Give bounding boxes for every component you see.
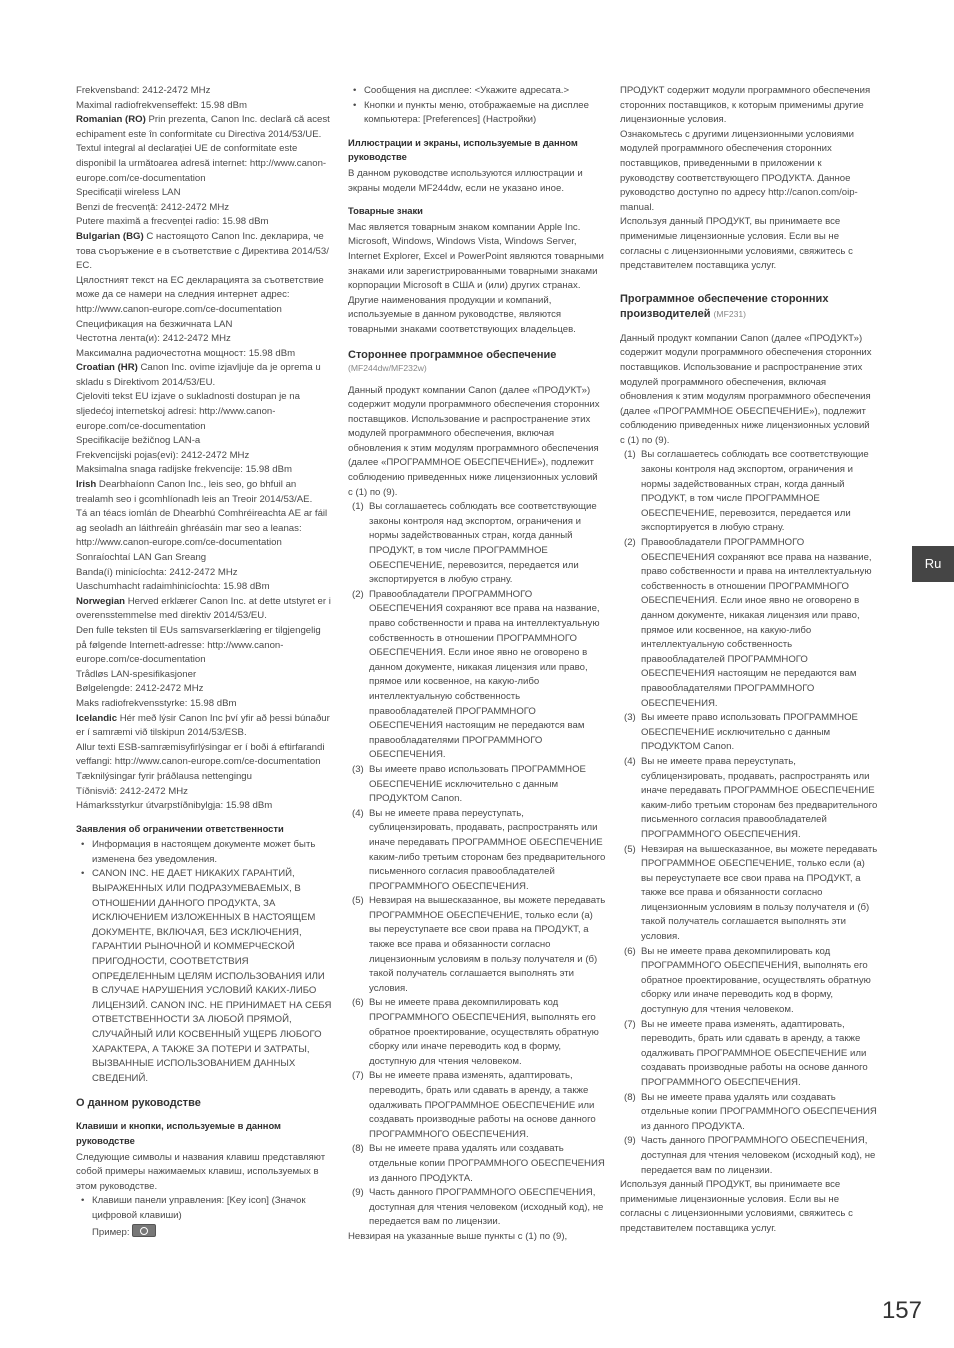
column-right: [620, 84, 878, 1237]
text-line: Putere maximă a frecvenței radio: 15.98 dBm: [76, 216, 269, 228]
text-line: Frekvensband: 2412-2472 MHz: [76, 85, 211, 96]
paragraph-text: Цялостният текст на ЕС декларацията за съответствие може да се намери на следния интернет адрес: http://www.canon-europe.com/ce-documentation: [76, 274, 324, 315]
list-item: • Сообщения на дисплее: <Укажите адресата.>: [348, 84, 606, 99]
paragraph-text: Используя данный ПРОДУКТ, вы принимаете все применимые лицензионные условия. Если вы не согласны с лицензионными условиями, свяжитесь с представителем поставщика услуг.: [620, 1179, 853, 1234]
list-item: (2) Правообладатели ПРОГРАММНОГО ОБЕСПЕЧЕНИЯ сохраняют все права на название, право собственности и права на интеллектуальную собственность в отношении ПРОГРАММНОГО ОБЕСПЕЧЕНИЯ. Если иное явно не оговорено в данном документе, никакая лицензия или право, прямое или косвенное, на какую-либо интеллектуальную собственность правообладателей ПРОГРАММНОГО ОБЕСПЕЧЕНИЯ настоящим не передаются вам правообладателями ПРОГРАММНОГО ОБЕСПЕЧЕНИЯ.: [624, 537, 872, 709]
lang-label: Irish: [76, 479, 97, 491]
heading-text: Стороннее программное обеспечение: [348, 348, 557, 361]
paragraph-norwegian: [76, 595, 332, 624]
list-item: • Информация в настоящем документе может быть изменена без уведомления.: [76, 838, 332, 867]
subheading-keys: Клавиши и кнопки, используемые в данном руководстве: [76, 1120, 281, 1146]
list-item: (1) Вы соглашаетесь соблюдать все соответствующие законы контроля над экспортом, ограничения и нормы задействованных стран, когда данный ПРОДУКТ, в том числе ПРОГРАММНОЕ ОБЕСПЕЧЕНИЕ, перевозится, передается или экспортируется в любую страну.: [352, 501, 597, 586]
paragraph-text: Herved erklærer Canon Inc. at dette utstyret er i overensstemmelse med direktiv 2014/53/EU.: [76, 595, 331, 622]
paragraph-text: Данный продукт компании Canon (далее «ПРОДУКТ») содержит модули программного обеспечения сторонних поставщиков. Использование и распространение этих модулей программного обеспечения, включая обновления к этим модулям программного обеспечения (далее «ПРОГРАММНОЕ ОБЕСПЕЧЕНИЕ»), подлежит соблюдению приведенных ниже лицензионных условий: [348, 384, 600, 484]
text-line: Hámarksstyrkur útvarpstíðnibylgja: 15.98 dBm: [76, 800, 273, 812]
text-line: Максимална радиочестотна мощност: 15.98 dBm: [76, 347, 296, 359]
paragraph-text: Tá an téacs iomlán de Dhearbhú Comhréireachta AE ar fáil ag seoladh an láithreáin ghréasáin mar seo a leanas: http://www.canon-europe.com/ce-documentation: [76, 508, 328, 549]
paragraph-text: Ознакомьтесь с другими лицензионными условиями модулей программного обеспечения сторонних поставщиков, приведенными в приложении к руководству соответствующего ПРОДУКТА. Данное руководство доступно по адресу http://canon.com/oip-manual.: [620, 128, 858, 213]
list-item: • Кнопки и пункты меню, отображаемые на дисплее компьютера: [Preferences] (Настройки): [348, 99, 606, 128]
paragraph-text: Allur texti ESB-samræmisyfirlýsingar er í boði á eftirfarandi veffangi: http://www.canon-europe.com/ce-documentation: [76, 741, 325, 768]
list-item: (5) Невзирая на вышесказанное, вы можете передавать ПРОГРАММНОЕ ОБЕСПЕЧЕНИЕ, только если (а) вы переуступаете все свои права на ПРОДУКТ, а также все права и обязанности согласно лицензионным условиям в пользу получателя и (б) такой получатель соглашается выполнять эти условия.: [352, 895, 606, 994]
paragraph-text: В данном руководстве используются иллюстрации и экраны модели MF244dw, если не указано иное.: [348, 167, 583, 194]
paragraph-text: Dearbhaíonn Canon Inc., leis seo, go bhfuil an trealamh seo i gcomhlíonadh leis an Treoir 2014/53/AE.: [76, 479, 313, 505]
list-item: (4) Вы не имеете права переуступать, сублицензировать, продавать, распространять или иначе передавать ПРОГРАММНОЕ ОБЕСПЕЧЕНИЕ каким-либо третьим сторонам без предварительного письменного согласия правообладателей ПРОГРАММНОГО ОБЕСПЕЧЕНИЯ.: [624, 755, 878, 840]
text-line: Maksimalna snaga radijske frekvencije: 15.98 dBm: [76, 464, 292, 476]
text-line: Specificații wireless LAN: [76, 187, 181, 199]
subheading-trademarks: Товарные знаки: [348, 205, 423, 217]
keys-list: [76, 1194, 332, 1240]
list-item: (6) Вы не имеете права декомпилировать код ПРОГРАММНОГО ОБЕСПЕЧЕНИЯ, выполнять его обратное проектирование, осуществлять обратную сборку или иначе переводить код в форму, доступную для чтения человеком.: [624, 945, 871, 1016]
paragraph-text: Microsoft, Windows, Windows Vista, Windows Server, Internet Explorer, Excel и PowerPoint являются товарными знаками или зарегистрированными товарными знаками корпорации Microsoft в США и (или) других странах.: [348, 236, 604, 292]
list-item: [76, 1194, 332, 1240]
text-line: Uaschumhacht radaimhinicíochta: 15.98 dBm: [76, 581, 270, 593]
list-item: (1) Вы соглашаетесь соблюдать все соответствующие законы контроля над экспортом, ограничения и нормы задействованных стран, когда данный ПРОДУКТ, в том числе ПРОГРАММНОЕ ОБЕСПЕЧЕНИЕ, перевозится, передается или экспортируется в любую страну.: [624, 449, 869, 534]
text-line: Честотна лента(и): 2412-2472 MHz: [76, 333, 231, 345]
license-terms-list: [348, 500, 606, 1230]
heading-text: Программное обеспечение сторонних производителей: [620, 292, 829, 320]
text-line: Sonraíochtaí LAN Gan Sreang: [76, 552, 207, 563]
disclaimer-list: [76, 838, 332, 1086]
text-line: Benzi de frecvență: 2412-2472 MHz: [76, 201, 230, 213]
list-item: (7) Вы не имеете права изменять, адаптировать, переводить, брать или сдавать в аренду, а также одалживать ПРОГРАММНОЕ ОБЕСПЕЧЕНИЕ или создавать производные работы на основе данного ПРОГРАММНОГО ОБЕСПЕЧЕНИЯ.: [624, 1018, 868, 1088]
list-item: (4) Вы не имеете права переуступать, сублицензировать, продавать, распространять или иначе передавать ПРОГРАММНОЕ ОБЕСПЕЧЕНИЕ каким-либо третьим сторонам без предварительного письменного согласия правообладателей ПРОГРАММНОГО ОБЕСПЕЧЕНИЯ.: [352, 807, 606, 892]
text-line: Tíðnisvið: 2412-2472 MHz: [76, 785, 188, 797]
list-item-text: Клавиши панели управления: [Key icon] (Значок цифровой клавиши): [92, 1195, 306, 1221]
lang-label: Bulgarian (BG): [76, 230, 144, 242]
list-item: (5) Невзирая на вышесказанное, вы можете передавать ПРОГРАММНОЕ ОБЕСПЕЧЕНИЕ, только если (а) вы переуступаете все свои права на ПРОДУКТ, а также все права и обязанности согласно лицензионным условиям в пользу получателя и (б) такой получатель соглашается выполнять эти условия.: [624, 843, 878, 943]
list-item: (3) Вы имеете право использовать ПРОГРАММНОЕ ОБЕСПЕЧЕНИЕ исключительно с данным ПРОДУКТОМ Canon.: [352, 763, 586, 805]
list-item: (3) Вы имеете право использовать ПРОГРАММНОЕ ОБЕСПЕЧЕНИЕ исключительно с данным ПРОДУКТОМ Canon.: [624, 712, 858, 753]
list-item: • CANON INC. НЕ ДАЕТ НИКАКИХ ГАРАНТИЙ, ВЫРАЖЕННЫХ ИЛИ ПОДРАЗУМЕВАЕМЫХ, В ОТНОШЕНИИ ДАННОГО ПРОДУКТА, ЗА ИСКЛЮЧЕНИЕМ ИЗЛОЖЕННЫХ В НАСТОЯЩЕМ ДОКУМЕНТЕ, ВКЛЮЧАЯ, БЕЗ ИСКЛЮЧЕНИЯ, ГАРАНТИИ РЫНОЧНОЙ И КОММЕРЧЕСКОЙ ПРИГОДНОСТИ, СООТВЕТСТВИЯ ОПРЕДЕЛЕННЫМ ЦЕЛЯМ ИСПОЛЬЗОВАНИЯ ИЛИ В СЛУЧАЕ НАРУШЕНИЯ УСЛОВИЙ КАКИХ-ЛИБО ЛИЦЕНЗИЙ. CANON INC. НЕ ПРИНИМАЕТ НА СЕБЯ ОТВЕТСТВЕННОСТИ ЗА ЛЮБОЙ ПРЯМОЙ, СЛУЧАЙНЫЙ ИЛИ КОСВЕННЫЙ УЩЕРБ ЛЮБОГО ХАРАКТЕРА, А ТАКЖЕ ЗА ПОТЕРИ И ЗАТРАТЫ, ВЫЗВАННЫЕ ИСПОЛЬЗОВАНИЕМ ДАННЫХ СВЕДЕНИЙ.: [76, 867, 332, 1086]
text-line: Tæknilýsingar fyrir þráðlausa nettengingu: [76, 770, 252, 782]
key-icon: [132, 1224, 156, 1237]
text-line: Frekvencijski pojas(evi): 2412-2472 MHz: [76, 449, 250, 461]
text-line: Спецификация на безжичната LAN: [76, 318, 233, 330]
lang-label: Icelandic: [76, 712, 118, 724]
paragraph-text: Данный продукт компании Canon (далее «ПРОДУКТ») содержит модули программного обеспечения сторонних поставщиков. Использование и распространение этих модулей программного обеспечения, включая обновления к этим модулям программного обеспечения (далее «ПРОГРАММНОЕ ОБЕСПЕЧЕНИЕ»), подлежит соблюдению приведенных ниже лицензионных условий: [620, 332, 872, 432]
paragraph-text: с (1) по (9).: [620, 434, 670, 446]
text-line: Specifikacije bežičnog LAN-a: [76, 435, 201, 447]
lang-label: Norwegian: [76, 595, 126, 607]
page-number: 157: [881, 1297, 922, 1324]
text-line: Trådløs LAN-spesifikasjoner: [76, 668, 197, 680]
list-item: (6) Вы не имеете права декомпилировать код ПРОГРАММНОГО ОБЕСПЕЧЕНИЯ, выполнять его обратное проектирование, осуществлять обратную сборку или иначе переводить код в форму, доступную для чтения человеком.: [352, 997, 599, 1067]
paragraph-text: с (1) по (9).: [348, 486, 398, 498]
paragraph-text: Невзирая на указанные выше пункты с (1) по (9),: [348, 1230, 568, 1242]
list-item: (2) Правообладатели ПРОГРАММНОГО ОБЕСПЕЧЕНИЯ сохраняют все права на название, право собственности и права на интеллектуальную собственность в отношении ПРОГРАММНОГО ОБЕСПЕЧЕНИЯ. Если иное явно не оговорено в данном документе, никакая лицензия или право, прямое или косвенное, на какую-либо интеллектуальную собственность правообладателей ПРОГРАММНОГО ОБЕСПЕЧЕНИЯ настоящим не передаются вам правообладателями ПРОГРАММНОГО ОБЕСПЕЧЕНИЯ.: [352, 588, 600, 761]
paragraph-text: С настоящото Canon Inc. декларира, че това съоръжение е в съответствие с Директива 2014/53/ЕС.: [76, 230, 329, 272]
paragraph-text: Другие наименования продукции и компаний, используемые в данном руководстве, являются товарными знаками соответствующих владельцев.: [348, 294, 576, 335]
paragraph-text: Используя данный ПРОДУКТ, вы принимаете все применимые лицензионные условия. Если вы не согласны с лицензионными условиями, свяжитесь с представителем поставщика услуг.: [620, 216, 853, 272]
subheading-illustrations: Иллюстрации и экраны, используемые в данном руководстве: [348, 136, 578, 163]
model-note: (MF231): [713, 308, 747, 319]
list-item: (8) Вы не имеете права удалять или создавать отдельные копии ПРОГРАММНОГО ОБЕСПЕЧЕНИЯ из данного ПРОДУКТА.: [352, 1143, 605, 1184]
license-terms-list: [620, 448, 878, 1178]
column-middle: [348, 84, 606, 1245]
language-tab[interactable]: Ru: [912, 546, 954, 582]
section-heading-disclaimer: Заявления об ограничении ответственности: [76, 822, 284, 834]
paragraph-bulgarian: [76, 230, 332, 274]
paragraph-croatian: [76, 361, 332, 390]
paragraph-text: Mac является товарным знаком компании Apple Inc.: [348, 221, 581, 233]
paragraph-text: Den fulle teksten til EUs samsvarserklæring er tilgjengelig på følgende Internett-adresse: http://www.canon-europe.com/ce-documentation: [76, 624, 321, 666]
list-item: (8) Вы не имеете права удалять или создавать отдельные копии ПРОГРАММНОГО ОБЕСПЕЧЕНИЯ из данного ПРОДУКТА.: [624, 1091, 877, 1132]
paragraph-text: Hér með lýsir Canon Inc því yfir að þessi búnaður er í samræmi við tilskipun 2014/53/ESB.: [76, 712, 330, 739]
section-heading-third-party: [348, 348, 606, 363]
section-heading-third-party-software: [620, 292, 878, 322]
paragraph-text: Cjeloviti tekst EU izjave o sukladnosti dostupan je na sljedećoj internetskoj adresi: http://www.canon-europe.com/ce-documentation: [76, 391, 300, 432]
ui-text-list: [348, 84, 606, 128]
model-note: (MF244dw/MF232w): [348, 362, 427, 373]
lang-label: Croatian (HR): [76, 362, 138, 374]
section-heading-about: О данном руководстве: [76, 1097, 201, 1110]
text-line: Maks radiofrekvensstyrke: 15.98 dBm: [76, 697, 237, 709]
text-line: Bølgelengde: 2412-2472 MHz: [76, 683, 204, 695]
list-item: (9) Часть данного ПРОГРАММНОГО ОБЕСПЕЧЕНИЯ, доступная для чтения человеком (исходный код), не передается вам по лицензии.: [624, 1135, 876, 1176]
list-item: (7) Вы не имеете права изменять, адаптировать, переводить, брать или сдавать в аренду, а также одалживать ПРОГРАММНОЕ ОБЕСПЕЧЕНИЕ или создавать производные работы на основе данного ПРОГРАММНОГО ОБЕСПЕЧЕНИЯ.: [352, 1070, 596, 1140]
list-item: (9) Часть данного ПРОГРАММНОГО ОБЕСПЕЧЕНИЯ, доступная для чтения человеком (исходный код), не передается вам по лицензии.: [352, 1187, 604, 1228]
paragraph-text: Prin prezenta, Canon Inc. declară că acest echipament este în conformitate cu Directiva 2014/53/UE. Textul integral al declarației UE de conformitate este disponibil la următoarea adresă internet: http://www.canon-europe.com/ce-documentation: [76, 114, 330, 184]
paragraph-icelandic: [76, 712, 332, 741]
column-left: [76, 84, 332, 1240]
paragraph-text: Следующие символы и названия клавиш представляют собой примеры нажимаемых клавиш, используемых в этом руководстве.: [76, 1151, 326, 1192]
paragraph-text: Canon Inc. ovime izjavljuje da je oprema u skladu s Direktivom 2014/53/EU.: [76, 362, 321, 388]
text-line: Maximal radiofrekvenseffekt: 15.98 dBm: [76, 99, 247, 111]
text-line: Banda(í) minicíochta: 2412-2472 MHz: [76, 566, 238, 578]
paragraph-romanian: [76, 113, 332, 186]
paragraph-irish: [76, 478, 332, 507]
example-label: Пример:: [92, 1226, 133, 1238]
paragraph-text: ПРОДУКТ содержит модули программного обеспечения сторонних поставщиков, к которым применимы другие лицензионные условия.: [620, 85, 871, 126]
lang-label: Romanian (RO): [76, 114, 146, 126]
